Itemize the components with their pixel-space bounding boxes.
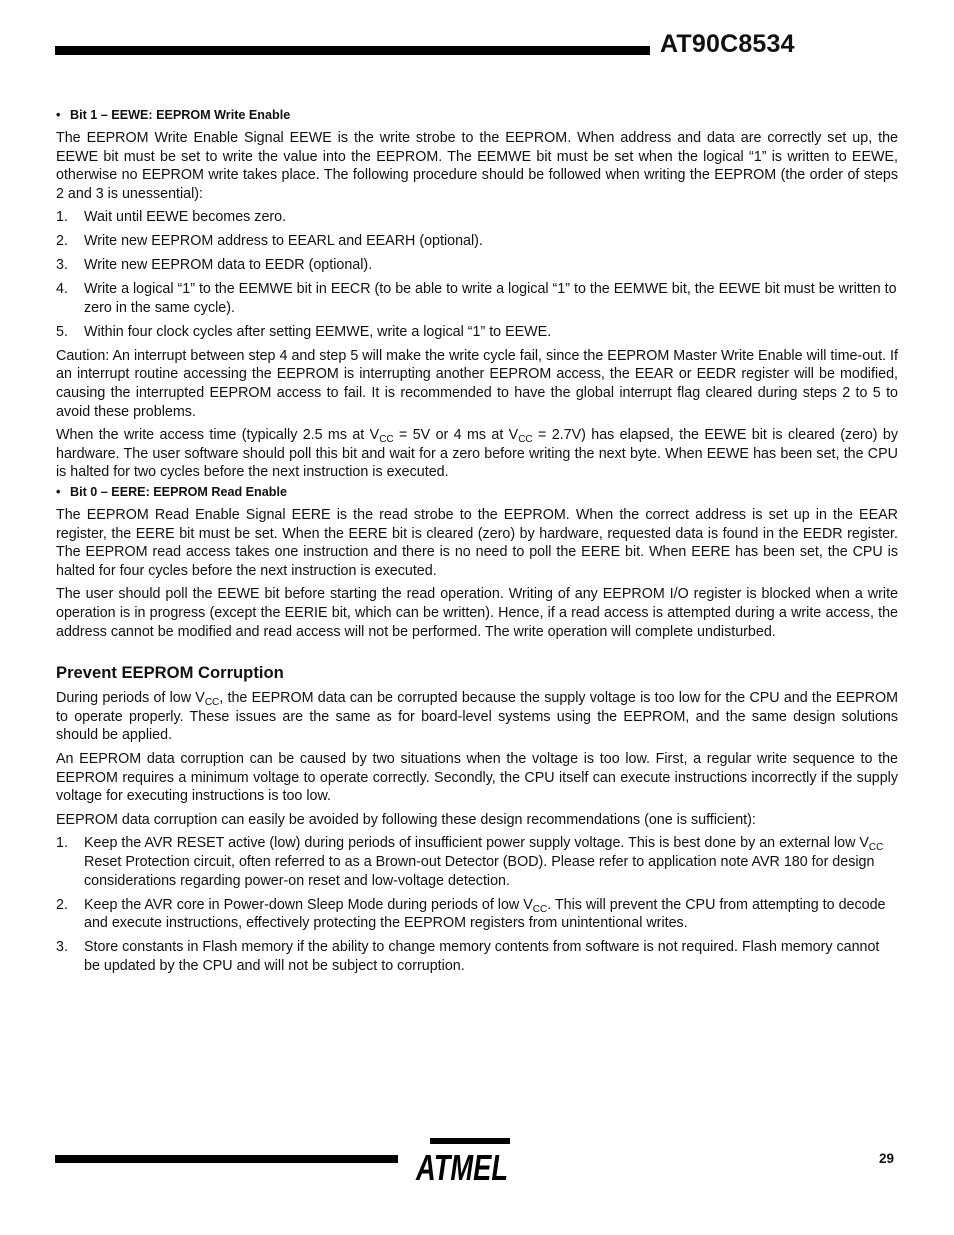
list-item: 2. Keep the AVR core in Power-down Sleep Mode during periods of low $V_{CC}$. This will prevent the CPU from attempting to decode and execute instructions, effectively protecting the EEPROM registers from unintentional writes.	[56, 896, 886, 932]
bit0-polling-paragraph: The user should poll the EEWE bit before starting the read operation. Writing of any EEPROM I/O register is blocked when a write operation is in progress (except the EERIE bit, which can be written). Hence, if a read access is attempted during a write access, the address cannot be modified and read access will not be performed. The write operation will complete undisturbed.	[56, 586, 898, 640]
corruption-intro: During periods of low $V_{CC}$, the EEPROM data can be corrupted because the supply voltage is too low for the CPU and the EEPROM to operate properly. These issues are the same as for board-level systems using the EEPROM, and the same design solutions should be applied.	[56, 690, 898, 744]
section-heading: Prevent EEPROM Corruption	[56, 663, 284, 683]
list-item: 1. Keep the AVR RESET active (low) during periods of insufficient power supply voltage. This is best done by an external low $V_{CC}$ Reset Protection circuit, often referred to as a Brown-out Detector (BOD). Please refer to application note AVR 180 for design considerations regarding power-on reset and low-voltage detection.	[56, 835, 884, 889]
list-item: 1. Wait until EEWE becomes zero.	[56, 209, 287, 226]
bit0-heading: • Bit 0 – EERE: EEPROM Read Enable	[56, 485, 287, 500]
svg-text:ATMEL: ATMEL	[415, 1147, 508, 1188]
bullet-icon: •	[56, 108, 61, 122]
list-item: 2. Write new EEPROM address to EEARL and EEARH (optional).	[56, 233, 483, 250]
write-time-paragraph: When the write access time (typically 2.5 ms at $V_{CC} = 5V$ or 4 ms at $V_{CC} = 2.7V$) has elapsed, the EEWE bit is cleared (zero) by hardware. The user software should poll this bit and wait for a zero before writing the next byte. When EEWE has been set, the CPU is halted for two cycles before the next instruction is executed.	[56, 427, 898, 481]
list-item: 3. Store constants in Flash memory if the ability to change memory contents from software is not required. Flash memory cannot be updated by the CPU and will not be subject to corruption.	[56, 939, 880, 974]
recommendations-list	[56, 834, 898, 975]
list-item: 4. Write a logical “1” to the EEMWE bit in EECR (to be able to write a logical “1” to the EEMWE bit, the EEWE bit must be written to zero in the same cycle).	[56, 281, 897, 316]
footer-rule	[55, 1155, 398, 1163]
document-title: AT90C8534	[660, 30, 795, 58]
recommendations-intro: EEPROM data corruption can easily be avoided by following these design recommendations (one is sufficient):	[56, 811, 756, 828]
caution-paragraph: Caution: An interrupt between step 4 and step 5 will make the write cycle fail, since the EEPROM Master Write Enable will time-out. If an interrupt routine accessing the EEPROM is interrupting another EEPROM access, the EEAR or EEDR register will be modified, causing the interrupted EEPROM access to fail. It is recommended to have the global interrupt flag cleared during steps 2 to 5 to avoid these problems.	[56, 347, 898, 420]
atmel-logo-icon	[412, 1136, 512, 1189]
bit0-description: The EEPROM Read Enable Signal EERE is the read strobe to the EEPROM. When the correct address is set up in the EEAR register, the EERE bit must be set. When the EERE bit is cleared (zero) by hardware, requested data is found in the EEDR register. The EEPROM read access takes one instruction and there is no need to poll the EERE bit. When EERE has been set, the CPU is halted for four cycles before the next instruction is executed.	[56, 507, 898, 579]
header-rule	[55, 46, 650, 55]
list-item: 5. Within four clock cycles after setting EEMWE, write a logical “1” to EEWE.	[56, 323, 552, 340]
page-number: 29	[879, 1151, 895, 1166]
page-content	[56, 107, 898, 981]
bit1-heading: • Bit 1 – EEWE: EEPROM Write Enable	[56, 108, 291, 122]
bit1-description: The EEPROM Write Enable Signal EEWE is the write strobe to the EEPROM. When address and data are correctly set up, the EEWE bit must be set to write the value into the EEPROM. The EEMWE bit must be set when the logical “1” is written to EEWE, otherwise no EEPROM write takes place. The following procedure should be followed when writing the EEPROM (the order of steps 2 and 3 is unessential):	[56, 130, 898, 202]
list-item: 3. Write new EEPROM data to EEDR (optional).	[56, 257, 373, 274]
write-procedure-list	[56, 208, 898, 341]
bullet-icon: •	[56, 485, 61, 500]
corruption-causes: An EEPROM data corruption can be caused by two situations when the voltage is too low. First, a regular write sequence to the EEPROM requires a minimum voltage to operate correctly. Secondly, the CPU itself can execute instructions incorrectly if the supply voltage for executing instructions is too low.	[56, 750, 898, 805]
